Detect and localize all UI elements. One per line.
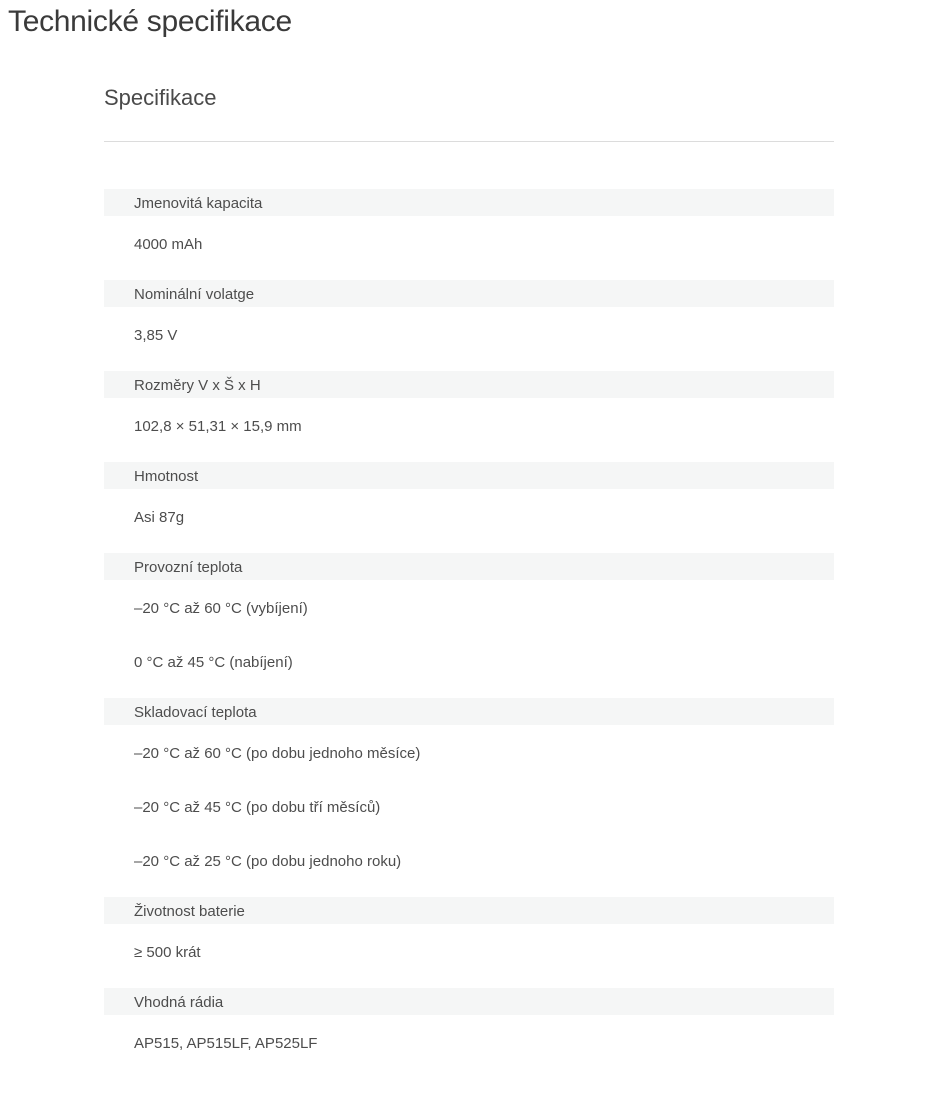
spec-value: 4000 mAh	[134, 236, 203, 253]
spec-item	[104, 462, 834, 543]
spec-item	[104, 371, 834, 452]
spec-value: –20 °C až 25 °C (po dobu jednoho roku)	[134, 853, 402, 870]
section-title: Specifikace	[104, 85, 217, 110]
spec-item	[104, 988, 834, 1069]
spec-value: Asi 87g	[134, 509, 185, 526]
spec-item	[104, 189, 834, 270]
spec-value: 0 °C až 45 °C (nabíjení)	[134, 654, 293, 671]
spec-label: Jmenovitá kapacita	[104, 189, 834, 216]
spec-value: 102,8 × 51,31 × 15,9 mm	[134, 418, 302, 435]
spec-item	[104, 280, 834, 361]
specifications-section	[104, 80, 834, 1069]
spec-list	[104, 189, 834, 1069]
spec-label: Hmotnost	[104, 462, 834, 489]
spec-value: ≥ 500 krát	[134, 944, 201, 961]
spec-label: Vhodná rádia	[104, 988, 834, 1015]
spec-value: 3,85 V	[134, 327, 178, 344]
spec-value: –20 °C až 45 °C (po dobu tří měsíců)	[134, 799, 381, 816]
page-title: Technické specifikace	[8, 5, 292, 38]
spec-label: Skladovací teplota	[104, 698, 834, 725]
spec-item	[104, 897, 834, 978]
spec-value: –20 °C až 60 °C (po dobu jednoho měsíce)	[134, 745, 421, 762]
spec-value: AP515, AP515LF, AP525LF	[134, 1035, 318, 1052]
spec-label: Provozní teplota	[104, 553, 834, 580]
spec-item	[104, 698, 834, 887]
spec-value: –20 °C až 60 °C (vybíjení)	[134, 600, 308, 617]
spec-label: Nominální volatge	[104, 280, 834, 307]
spec-label: Životnost baterie	[104, 897, 834, 924]
spec-item	[104, 553, 834, 688]
spec-label: Rozměry V x Š x H	[104, 371, 834, 398]
divider	[104, 141, 834, 142]
